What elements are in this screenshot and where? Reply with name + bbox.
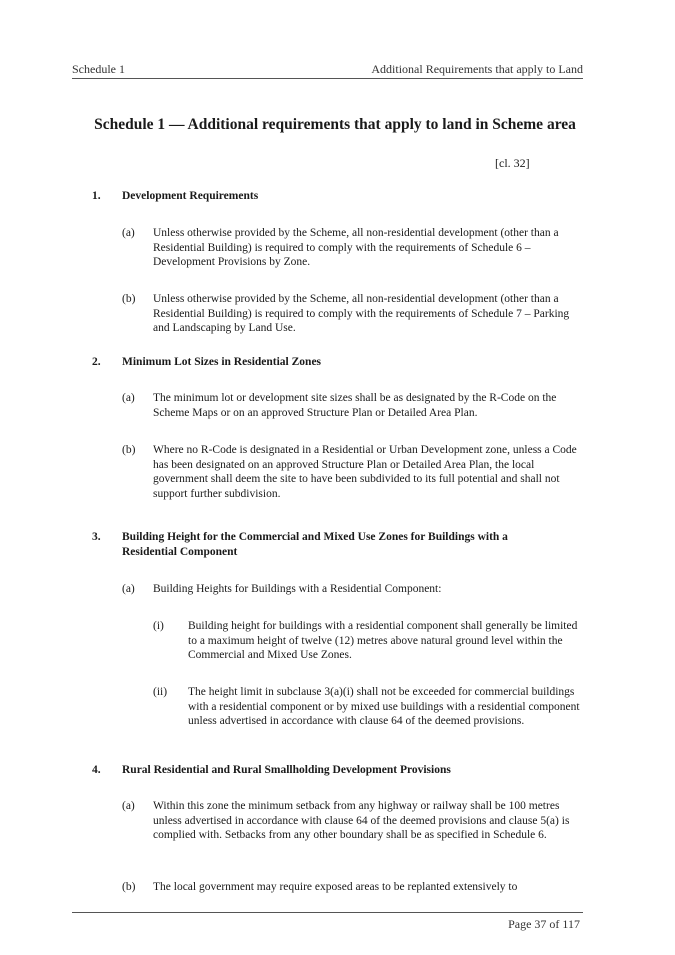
section-3-subitem-ii-label: (ii) [153,686,168,698]
running-header-left: Schedule 1 [72,62,125,76]
page-number: Page 37 of 117 [508,917,580,931]
section-4-heading: Rural Residential and Rural Smallholding Development Provisions [122,764,451,776]
section-3-item-a-text: Building Heights for Buildings with a Residential Component: [153,583,442,595]
section-3-item-a-label: (a) [122,583,135,595]
header-rule [72,78,583,79]
section-1-item-a-label: (a) [122,227,135,239]
section-2-item-a-label: (a) [122,392,135,404]
section-2-heading: Minimum Lot Sizes in Residential Zones [122,356,322,368]
section-1-item-a-text: Unless otherwise provided by the Scheme, all non-residential development (other than a Residential Building) is required to comply with the requirements of Schedule 6 – Development Provisions by Zone. [153,227,559,269]
section-1-number: 1. [92,190,101,202]
section-1-heading: Development Requirements [122,190,259,202]
section-4-item-a-label: (a) [122,800,135,812]
section-2-item-b-label: (b) [122,444,136,456]
section-3-subitem-ii-text: The height limit in subclause 3(a)(i) shall not be exceeded for commercial buildings with a residential component or by mixed use buildings with a residential component unless advertised in accordance with clause 64 of the deemed provisions. [188,686,580,728]
section-3-subitem-i-label: (i) [153,620,164,632]
section-4-item-a-text: Within this zone the minimum setback from any highway or railway shall be 100 metres unless advertised in accordance with clause 64 of the deemed provisions and clause 5(a) is complied with. Setbacks from any other boundary shall be as specified in Schedule 6. [153,800,570,842]
section-3-number: 3. [92,531,101,543]
section-4-number: 4. [92,764,101,776]
page-title: Schedule 1 — Additional requirements that apply to land in Scheme area [94,116,576,133]
section-2-item-b-text: Where no R-Code is designated in a Residential or Urban Development zone, unless a Code has been designated on an approved Structure Plan or Detailed Area Plan, the local government shall deem the site to have been subdivided to its full potential and shall not support further subdivision. [153,444,577,501]
running-header-right: Additional Requirements that apply to Land [371,62,583,76]
section-1-item-b-text: Unless otherwise provided by the Scheme, all non-residential development (other than a Residential Building) is required to comply with the requirements of Schedule 7 – Parking and Landscaping by Land Use. [153,293,570,335]
footer-rule [72,912,583,913]
section-4-item-b-label: (b) [122,881,136,893]
section-3-heading: Building Height for the Commercial and Mixed Use Zones for Buildings with a Residential Component [122,531,508,558]
section-4-item-b-text: The local government may require exposed areas to be replanted extensively to [153,881,518,893]
section-3-subitem-i-text: Building height for buildings with a residential component shall generally be limited to a maximum height of twelve (12) metres above natural ground level within the Commercial and Mixed Use Zones. [188,620,578,662]
section-2-item-a-text: The minimum lot or development site sizes shall be as designated by the R-Code on the Scheme Maps or on an approved Structure Plan or Detailed Area Plan. [153,392,557,419]
section-2-number: 2. [92,356,101,368]
section-1-item-b-label: (b) [122,293,136,305]
clause-reference: [cl. 32] [495,156,530,170]
